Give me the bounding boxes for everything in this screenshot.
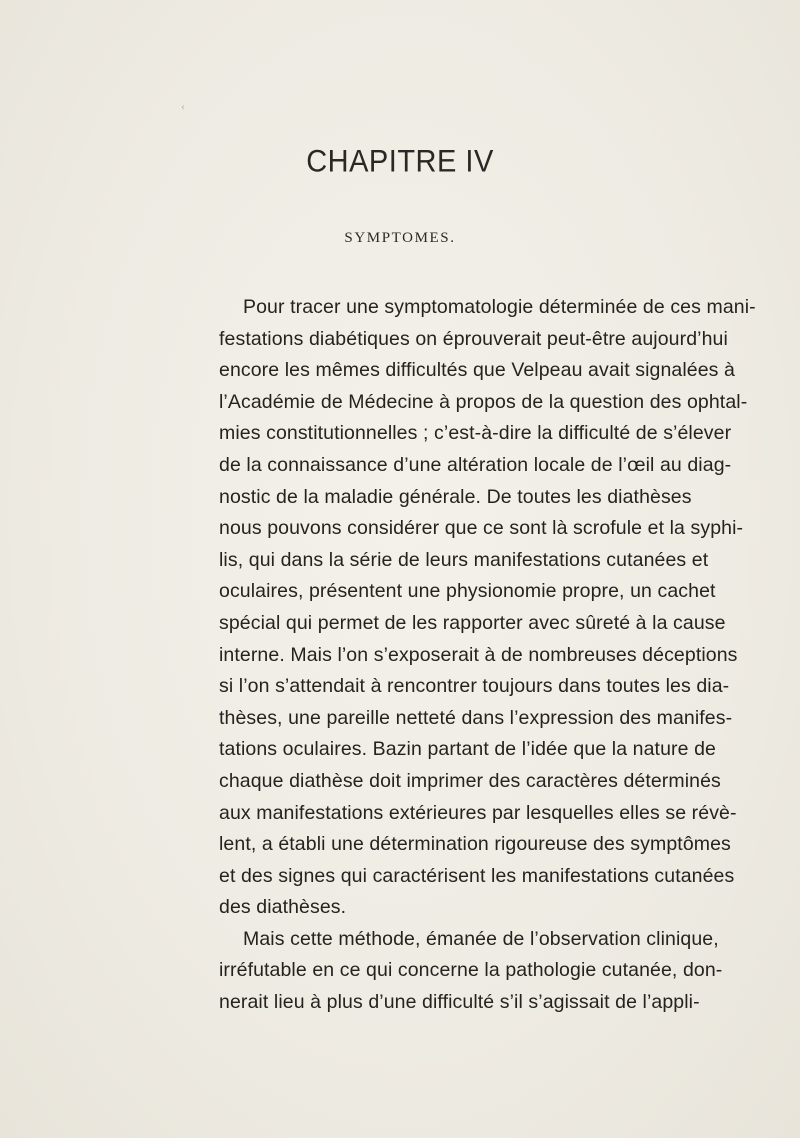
text-line: lent, a établi une détermination rigoureuse des symptômes <box>219 833 731 856</box>
text-line: thèses, une pareille netteté dans l’expression des manifes- <box>219 706 733 729</box>
text-line: lis, qui dans la série de leurs manifestations cutanées et <box>219 548 709 571</box>
body-text <box>219 292 756 1019</box>
text-line: chaque diathèse doit imprimer des caractères déterminés <box>219 769 721 792</box>
text-line: festations diabétiques on éprouverait peut-être aujourd’hui <box>219 327 728 350</box>
text-line: irréfutable en ce qui concerne la pathologie cutanée, don- <box>219 959 723 982</box>
text-line: l’Académie de Médecine à propos de la question des ophtal- <box>219 390 748 413</box>
text-line: Mais cette méthode, émanée de l’observation clinique, <box>243 927 719 950</box>
text-line: tations oculaires. Bazin partant de l’idée que la nature de <box>219 738 716 761</box>
text-line: interne. Mais l’on s’exposerait à de nombreuses déceptions <box>219 643 738 666</box>
text-line: nerait lieu à plus d’une difficulté s’il s’agissait de l’appli- <box>219 991 700 1014</box>
text-line: encore les mêmes difficultés que Velpeau avait signalées à <box>219 359 735 382</box>
print-speck: ‹ <box>181 99 185 113</box>
text-line: nous pouvons considérer que ce sont là scrofule et la syphi- <box>219 517 744 540</box>
section-title: SYMPTOMES. <box>344 230 456 246</box>
text-line: de la connaissance d’une altération locale de l’œil au diag- <box>219 453 732 476</box>
text-line: si l’on s’attendait à rencontrer toujours dans toutes les dia- <box>219 675 730 698</box>
text-line: spécial qui permet de les rapporter avec sûreté à la cause <box>219 611 726 634</box>
text-line: des diathèses. <box>219 896 347 919</box>
text-line: oculaires, présentent une physionomie propre, un cachet <box>219 580 716 603</box>
text-line: Pour tracer une symptomatologie déterminée de ces mani- <box>243 296 756 318</box>
text-line: nostic de la maladie générale. De toutes les diathèses <box>219 485 692 508</box>
text-line: mies constitutionnelles ; c’est-à-dire la difficulté de s’élever <box>219 422 732 445</box>
text-line: et des signes qui caractérisent les manifestations cutanées <box>219 864 735 887</box>
chapter-title: CHAPITRE IV <box>306 144 494 180</box>
text-line: aux manifestations extérieures par lesquelles elles se révè- <box>219 801 737 824</box>
